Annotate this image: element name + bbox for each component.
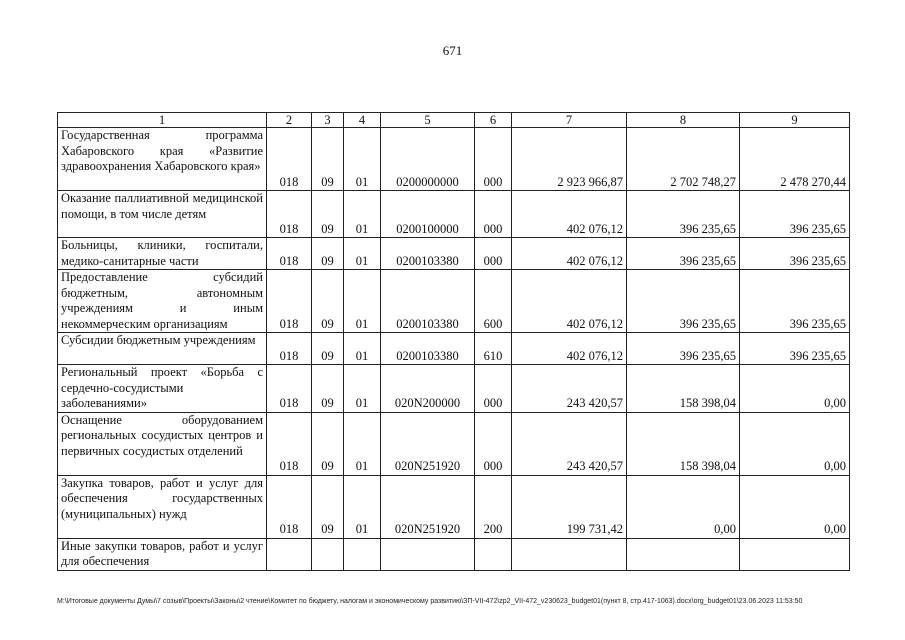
cell-expense-type: 000 <box>475 412 512 475</box>
cell-amount-2: 158 398,04 <box>627 412 740 475</box>
cell-amount-1 <box>512 538 627 570</box>
cell-amount-1: 243 420,57 <box>512 412 627 475</box>
cell-gp: 018 <box>267 128 312 191</box>
cell-target-article: 020N251920 <box>381 475 475 538</box>
cell-target-article: 0200103380 <box>381 270 475 333</box>
cell-subsection: 01 <box>344 128 381 191</box>
cell-amount-3 <box>740 538 850 570</box>
cell-expense-type: 000 <box>475 191 512 238</box>
table-row <box>58 333 850 365</box>
row-name: Оснащение оборудованием региональных сосудистых центров и первичных сосудистых отделений <box>58 412 267 475</box>
cell-section: 09 <box>312 238 344 270</box>
table-row <box>58 191 850 238</box>
cell-subsection: 01 <box>344 412 381 475</box>
cell-amount-2: 2 702 748,27 <box>627 128 740 191</box>
cell-target-article: 0200100000 <box>381 191 475 238</box>
cell-target-article: 0200103380 <box>381 333 475 365</box>
cell-subsection: 01 <box>344 191 381 238</box>
cell-amount-1: 402 076,12 <box>512 191 627 238</box>
cell-gp: 018 <box>267 238 312 270</box>
cell-amount-3: 0,00 <box>740 475 850 538</box>
cell-expense-type <box>475 538 512 570</box>
header-col-4: 4 <box>344 113 381 128</box>
cell-section: 09 <box>312 270 344 333</box>
cell-amount-3: 396 235,65 <box>740 238 850 270</box>
row-name: Предоставление субсидий бюджетным, автономным учреждениям и иным некоммерческим организациям <box>58 270 267 333</box>
cell-amount-2: 158 398,04 <box>627 365 740 413</box>
cell-expense-type: 200 <box>475 475 512 538</box>
header-col-8: 8 <box>627 113 740 128</box>
row-name: Региональный проект «Борьба с сердечно-сосудистыми заболеваниями» <box>58 365 267 413</box>
page-number: 671 <box>442 43 463 58</box>
header-col-6: 6 <box>475 113 512 128</box>
cell-amount-3: 0,00 <box>740 412 850 475</box>
cell-subsection: 01 <box>344 238 381 270</box>
cell-target-article: 020N251920 <box>381 412 475 475</box>
cell-amount-3: 396 235,65 <box>740 333 850 365</box>
cell-amount-2 <box>627 538 740 570</box>
cell-gp: 018 <box>267 191 312 238</box>
table-row <box>58 270 850 333</box>
cell-gp: 018 <box>267 333 312 365</box>
cell-target-article: 020N200000 <box>381 365 475 413</box>
table-row <box>58 365 850 413</box>
table-row <box>58 538 850 570</box>
header-col-9: 9 <box>740 113 850 128</box>
cell-subsection <box>344 538 381 570</box>
table-row <box>58 128 850 191</box>
cell-expense-type: 000 <box>475 238 512 270</box>
cell-expense-type: 610 <box>475 333 512 365</box>
cell-section: 09 <box>312 412 344 475</box>
cell-expense-type: 000 <box>475 128 512 191</box>
cell-amount-1: 2 923 966,87 <box>512 128 627 191</box>
cell-expense-type: 000 <box>475 365 512 413</box>
row-name: Больницы, клиники, госпитали, медико-санитарные части <box>58 238 267 270</box>
cell-amount-1: 402 076,12 <box>512 270 627 333</box>
row-name: Иные закупки товаров, работ и услуг для обеспечения <box>58 538 267 570</box>
table-row <box>58 238 850 270</box>
cell-gp: 018 <box>267 270 312 333</box>
header-col-7: 7 <box>512 113 627 128</box>
cell-amount-2: 396 235,65 <box>627 191 740 238</box>
cell-section: 09 <box>312 365 344 413</box>
cell-gp: 018 <box>267 365 312 413</box>
cell-target-article: 0200000000 <box>381 128 475 191</box>
cell-amount-2: 0,00 <box>627 475 740 538</box>
cell-section <box>312 538 344 570</box>
table-header-row <box>58 113 850 128</box>
cell-gp <box>267 538 312 570</box>
cell-subsection: 01 <box>344 333 381 365</box>
cell-section: 09 <box>312 191 344 238</box>
cell-amount-2: 396 235,65 <box>627 333 740 365</box>
cell-target-article <box>381 538 475 570</box>
cell-subsection: 01 <box>344 270 381 333</box>
budget-table <box>57 112 850 571</box>
cell-gp: 018 <box>267 412 312 475</box>
cell-amount-3: 0,00 <box>740 365 850 413</box>
cell-amount-3: 2 478 270,44 <box>740 128 850 191</box>
table-row <box>58 475 850 538</box>
cell-subsection: 01 <box>344 475 381 538</box>
cell-amount-3: 396 235,65 <box>740 191 850 238</box>
header-col-3: 3 <box>312 113 344 128</box>
cell-target-article: 0200103380 <box>381 238 475 270</box>
cell-amount-1: 402 076,12 <box>512 333 627 365</box>
table-row <box>58 412 850 475</box>
header-col-1: 1 <box>58 113 267 128</box>
cell-amount-1: 402 076,12 <box>512 238 627 270</box>
cell-amount-3: 396 235,65 <box>740 270 850 333</box>
cell-section: 09 <box>312 333 344 365</box>
row-name: Субсидии бюджетным учреждениям <box>58 333 267 365</box>
row-name: Государственная программа Хабаровского края «Развитие здравоохранения Хабаровского края» <box>58 128 267 191</box>
cell-expense-type: 600 <box>475 270 512 333</box>
row-name: Оказание паллиативной медицинской помощи, в том числе детям <box>58 191 267 238</box>
cell-gp: 018 <box>267 475 312 538</box>
cell-amount-2: 396 235,65 <box>627 238 740 270</box>
header-col-2: 2 <box>267 113 312 128</box>
cell-amount-1: 199 731,42 <box>512 475 627 538</box>
row-name: Закупка товаров, работ и услуг для обеспечения государственных (муниципальных) нужд <box>58 475 267 538</box>
footer-file-path: M:\Итоговые документы Думы\7 созыв\Проекты\Законы\2 чтение\Комитет по бюджету, налогам и экономическому развитию\ЗП-VII-472\zp2_VII-472_v230623_budget01(пункт 8, стр.417-1063).docx\org_budget01\23.06.2023 11:53:50 <box>57 598 803 605</box>
cell-section: 09 <box>312 475 344 538</box>
cell-amount-2: 396 235,65 <box>627 270 740 333</box>
cell-subsection: 01 <box>344 365 381 413</box>
header-col-5: 5 <box>381 113 475 128</box>
cell-amount-1: 243 420,57 <box>512 365 627 413</box>
cell-section: 09 <box>312 128 344 191</box>
